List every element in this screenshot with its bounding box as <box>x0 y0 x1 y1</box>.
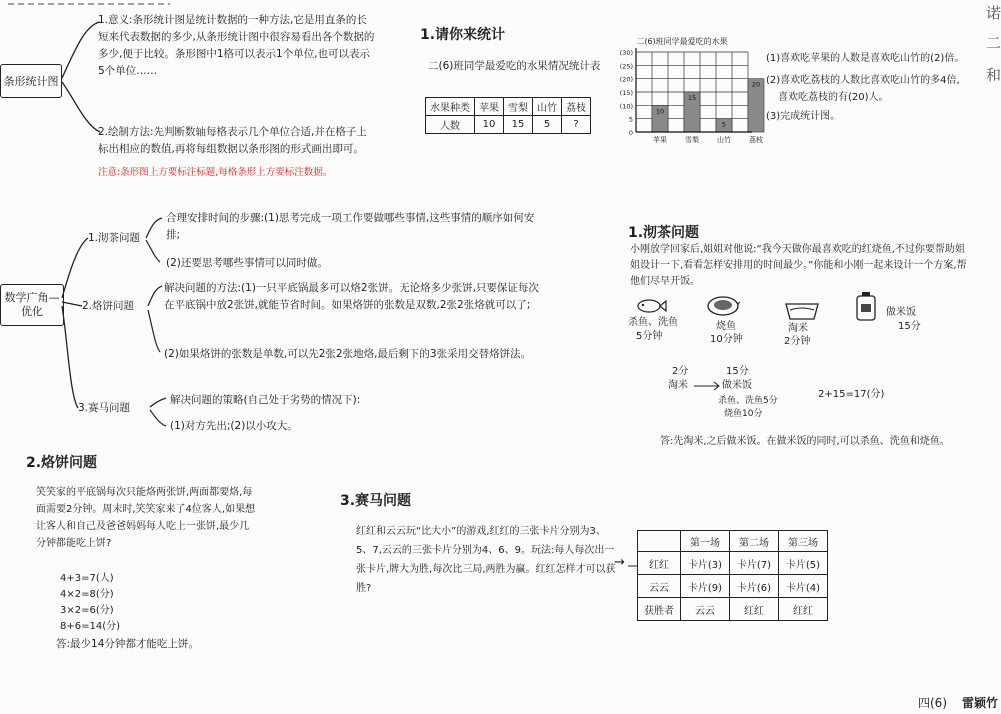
table-cell: 卡片(7) <box>730 552 779 575</box>
fruit-table <box>425 97 591 134</box>
arrow-icon: → <box>614 555 625 570</box>
flow-step-cook-rice: 做米饭 <box>722 380 752 391</box>
pancake-calc: 4+3=7(人) <box>60 573 114 584</box>
footer-name: 雷颖竹 <box>962 696 999 710</box>
mindmap2-tea-step1: 合理安排时间的步骤:(1)思考完成一项工作要做哪些事情,这些事情的顺序如何安排; <box>166 212 535 241</box>
category-label: 山竹 <box>717 136 731 144</box>
table-cell: 15 <box>504 116 533 134</box>
mindmap1-branch-method: 2.绘制方法:先判断数轴每格表示几个单位合适,并在格子上标出相应的数值,再将每组数据以条形图的形式画出即可。 <box>98 126 367 155</box>
mindmap2-horse-strategy: 解决问题的策略(自己处于劣势的情况下): <box>170 394 361 406</box>
table-cell: 第三场 <box>779 531 828 552</box>
cooking-pan-icon <box>706 294 740 318</box>
pancake-calc: 4×2=8(分) <box>60 589 114 600</box>
table-cell: 卡片(6) <box>730 575 779 598</box>
table-cell: 红红 <box>638 552 681 575</box>
table-cell <box>638 531 681 552</box>
tick-label: (20) <box>619 75 633 84</box>
table-cell: 红红 <box>779 598 828 621</box>
table-cell: 10 <box>475 116 504 134</box>
step-time: 5分钟 <box>636 331 663 342</box>
question-2-answer: 喜欢吃荔枝的有(20)人。 <box>778 92 889 103</box>
data-label: 10 <box>655 107 665 116</box>
tea-answer: 答:先淘米,之后做米饭。在做米饭的同时,可以杀鱼、洗鱼和烧鱼。 <box>660 436 950 447</box>
table-cell: 雪梨 <box>504 98 533 116</box>
arrow-icon <box>692 380 722 392</box>
question-1: (1)喜欢吃苹果的人数是喜欢吃山竹的(2)倍。 <box>766 53 965 64</box>
step-label: 杀鱼、洗鱼 <box>628 317 678 328</box>
question-3: (3)完成统计图。 <box>766 111 841 122</box>
table-cell: 云云 <box>638 575 681 598</box>
table-cell: ? <box>562 116 591 134</box>
mindmap2-branch-horse: 3.赛马问题 <box>78 402 131 414</box>
mindmap2-branch-tea: 1.沏茶问题 <box>88 232 141 244</box>
flow-step-wash-rice: 淘米 <box>668 380 688 391</box>
table-cell: 获胜者 <box>638 598 681 621</box>
table-cell: 苹果 <box>475 98 504 116</box>
table-cell: 山竹 <box>533 98 562 116</box>
step-time: 2分钟 <box>784 336 811 347</box>
step-label: 烧鱼 <box>716 321 736 332</box>
footer-class: 四(6) <box>918 696 947 710</box>
tick-label: 0 <box>628 129 633 137</box>
mindmap1-branch-meaning: 1.意义:条形统计图是统计数据的一种方法,它是用直条的长短来代表数据的多少,从条形统计图中很容易看出各个数据的多少,便于比较。条形图中1格可以表示1个单位,也可以表示5个单位…… <box>98 14 375 77</box>
horse-problem-text: 红红和云云玩“比大小”的游戏,红红的三张卡片分别为3、5、7,云云的三张卡片分别为4、6、9。玩法:每人每次出一张卡片,牌大为胜,每次比三局,两胜为赢。红红怎样才可以获胜? <box>356 526 616 594</box>
step-time: 10分钟 <box>710 334 743 345</box>
fruit-bar-chart <box>610 32 763 150</box>
flow-time-1: 2分 <box>672 366 689 377</box>
table-row <box>638 575 828 598</box>
category-label: 苹果 <box>653 136 667 144</box>
table-cell: 卡片(3) <box>681 552 730 575</box>
rice-bowl-icon <box>784 300 820 320</box>
step-label: 做米饭 <box>886 307 916 318</box>
chart-title: 二(6)班同学最爱吃的水果 <box>636 37 728 46</box>
table-row <box>638 552 828 575</box>
flow-time-2: 15分 <box>726 366 749 377</box>
table-cell: 红红 <box>730 598 779 621</box>
pancake-calc: 8+6=14(分) <box>60 621 121 632</box>
flow-step-clean-fish: 杀鱼、洗鱼5分 <box>718 396 778 406</box>
horse-heading: 3.赛马问题 <box>340 493 412 509</box>
table-row <box>426 98 591 116</box>
pancake-problem-text: 笑笑家的平底锅每次只能烙两张饼,两面都要烙,每面需要2分钟。周末时,笑笑家来了4位客人,如果想让客人和自己及爸爸妈妈每人吃上一张饼,最少几分钟都能吃上饼? <box>36 487 256 549</box>
category-label: 雪梨 <box>685 136 699 144</box>
tick-label: (25) <box>619 62 633 71</box>
tea-calculation: 2+15=17(分) <box>818 389 885 400</box>
table-cell: 卡片(9) <box>681 575 730 598</box>
tick-label: 5 <box>628 115 633 124</box>
category-label: 荔枝 <box>749 136 763 144</box>
flow-step-cook-fish: 烧鱼10分 <box>724 409 763 419</box>
table-cell: 人数 <box>426 116 475 134</box>
table-cell: 卡片(5) <box>779 552 828 575</box>
tick-label: (15) <box>619 89 633 97</box>
edge-char: 二 <box>986 34 1001 52</box>
table-cell: 卡片(4) <box>779 575 828 598</box>
data-label: 5 <box>721 120 727 129</box>
data-label: 20 <box>751 80 761 89</box>
table-cell: 第二场 <box>730 531 779 552</box>
data-label: 15 <box>687 94 697 102</box>
tea-steps <box>628 298 928 368</box>
stat-heading: 1.请你来统计 <box>420 27 506 43</box>
table-cell: 5 <box>533 116 562 134</box>
mindmap2-branch-pancake: 2.烙饼问题 <box>82 300 135 312</box>
horse-table <box>637 530 828 621</box>
tea-problem-text: 小刚放学回家后,姐姐对他说:“我今天做你最喜欢吃的红烧鱼,不过你要帮助姐姐设计一下,看看怎样安排用的时间最少。”你能和小刚一起来设计一个方案,帮他们尽早开饭。 <box>630 244 967 287</box>
edge-char: 诺 <box>986 4 1001 22</box>
pancake-heading: 2.烙饼问题 <box>26 455 98 471</box>
pancake-calc: 3×2=6(分) <box>60 605 114 616</box>
table-cell: 第一场 <box>681 531 730 552</box>
step-label: 淘米 <box>788 323 808 334</box>
pancake-answer: 答:最少14分钟都才能吃上饼。 <box>56 638 199 650</box>
table-row <box>426 116 591 134</box>
tick-label: (10) <box>619 102 633 111</box>
fish-icon <box>636 298 666 314</box>
step-time: 15分 <box>898 321 921 332</box>
mindmap2-tea-step2: (2)还要思考哪些事情可以同时做。 <box>166 257 328 269</box>
table-row <box>638 531 828 552</box>
edge-char: 和 <box>986 66 1001 84</box>
stat-subtitle: 二(6)班同学最爱吃的水果情况统计表 <box>428 60 601 72</box>
mindmap2-root: 数学广角—优化 <box>0 284 64 326</box>
rice-cooker-icon <box>854 290 878 324</box>
mindmap1-note: 注意:条形图上方要标注标题,每格条形上方要标注数据。 <box>98 167 333 178</box>
table-row <box>638 598 828 621</box>
mindmap1-root: 条形统计图 <box>0 64 62 98</box>
question-2: (2)喜欢吃荔枝的人数比喜欢吃山竹的多4倍, <box>766 75 960 86</box>
tea-heading: 1.沏茶问题 <box>628 225 700 241</box>
mindmap2-pancake-method2: (2)如果烙饼的张数是单数,可以先2张2张地烙,最后剩下的3张采用交替烙饼法。 <box>164 348 532 360</box>
mindmap2-horse-tips: (1)对方先出;(2)以小攻大。 <box>170 420 298 432</box>
mindmap2-pancake-method1: 解决问题的方法:(1)一只平底锅最多可以烙2张饼。无论烙多少张饼,只要保证每次在平底锅中放2张饼,就能节省时间。如果烙饼的张数是双数,2张2张烙就可以了; <box>164 282 539 311</box>
table-cell: 水果种类 <box>426 98 475 116</box>
table-cell: 荔枝 <box>562 98 591 116</box>
table-cell: 云云 <box>681 598 730 621</box>
tick-label: (30) <box>619 49 633 57</box>
